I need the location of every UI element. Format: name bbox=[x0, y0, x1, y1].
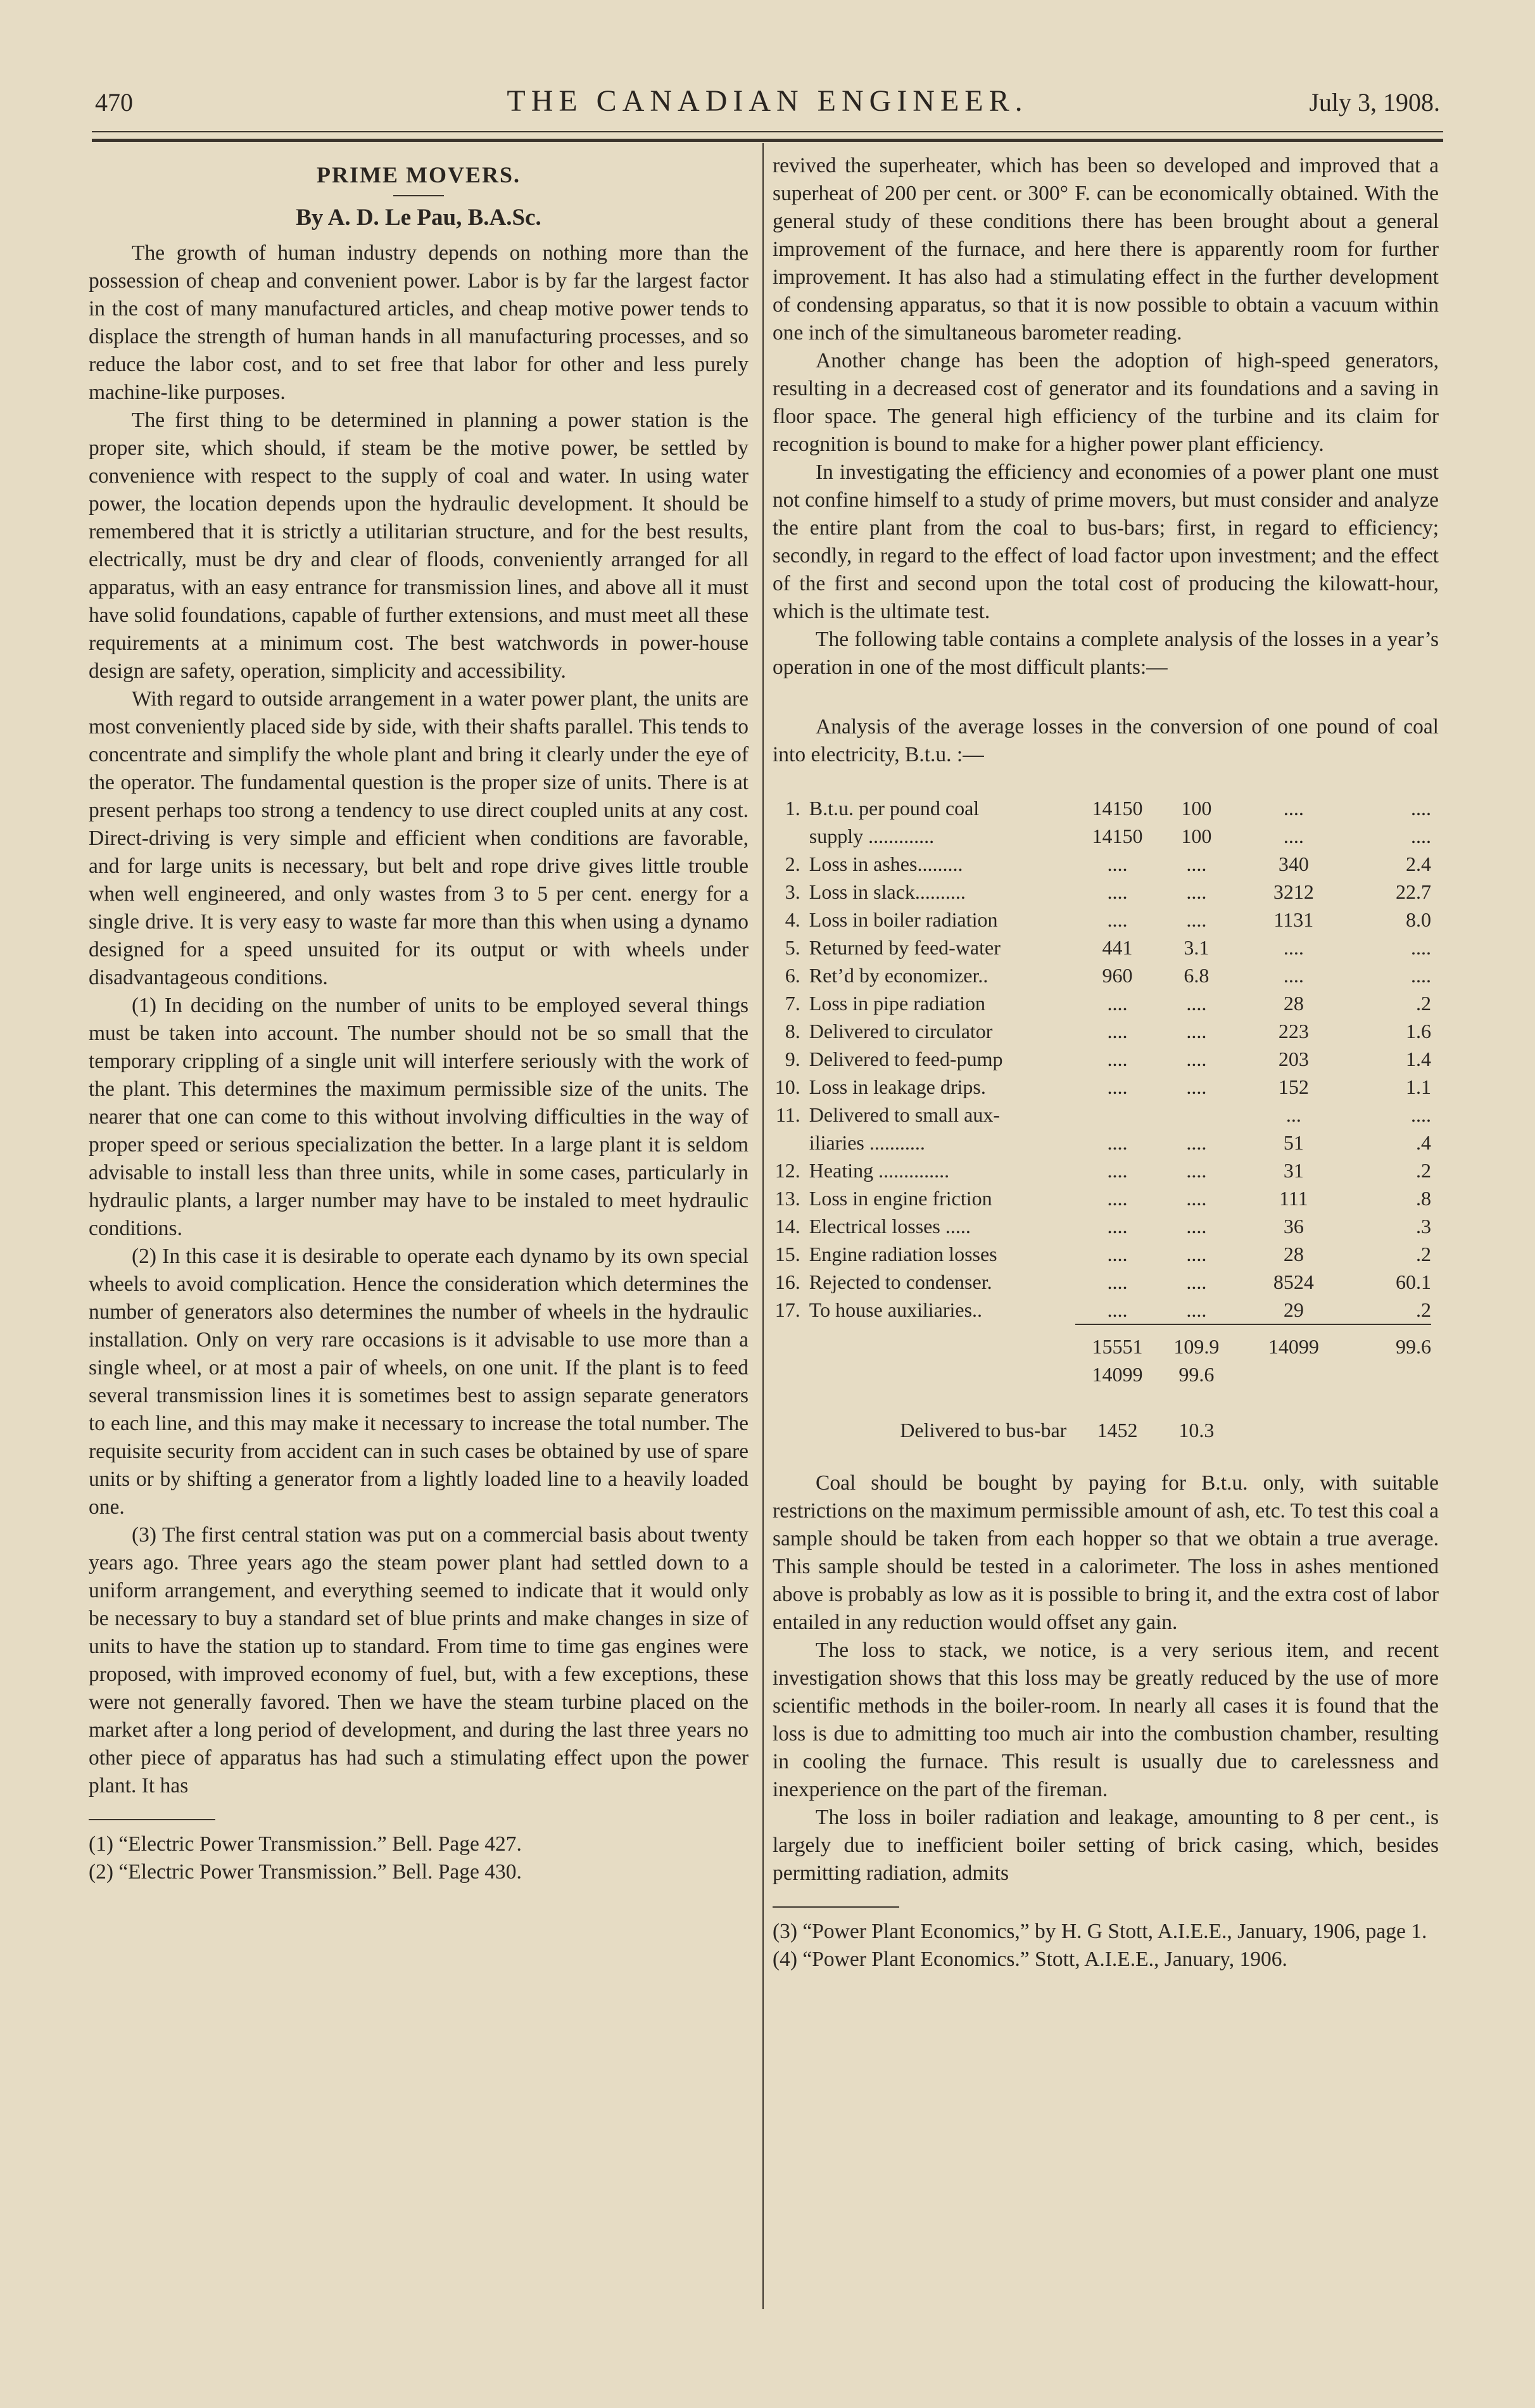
cell-v1: .... bbox=[1107, 1131, 1128, 1154]
cell-v3: 8524 bbox=[1273, 1271, 1314, 1293]
cell-v2: .... bbox=[1186, 1215, 1207, 1238]
paragraph: (3) The first central station was put on a commercial basis about twenty years ago. Three years ago the steam power plant had settled down to a uniform arrangement, and everything seemed to indicate that it would only be necessary to buy a standard set of blue prints and make changes in size of units to have the station up to standard. From time to time gas engines were proposed, with improved economy of fuel, but, with a few exceptions, these were not generally favored. Then we have the steam turbine placed on the market after a long period of development, and during the last three years no other piece of apparatus has had such a stimulating effect upon the power plant. It has bbox=[89, 1523, 749, 1797]
cell-label: Delivered to small aux- bbox=[809, 1103, 1001, 1126]
paragraph: The growth of human industry depends on nothing more than the possession of cheap and convenient power. Labor is by far the largest factor in the cost of many manufactured articles, and cheap motive power tends to displace the strength of human hands in all manufacturing processes, and so reduce the labor cost, and to set free that labor for other and less purely machine-like purposes. bbox=[89, 241, 749, 404]
article-title: PRIME MOVERS. bbox=[317, 162, 521, 187]
cell-num: 13. bbox=[774, 1187, 800, 1210]
cell-v1 bbox=[1075, 1101, 1159, 1129]
cell-v4: 1.1 bbox=[1406, 1075, 1431, 1098]
paragraph: The loss in boiler radiation and leakage, amounting to 8 per cent., is largely due to inefficient boiler setting of brick casing, which, besides permitting radiation, admits bbox=[773, 1806, 1439, 1885]
cell-v4: .4 bbox=[1416, 1131, 1431, 1154]
cell-v1: 14150 bbox=[1092, 797, 1143, 820]
cell-num: 2. bbox=[785, 852, 800, 875]
table-row bbox=[773, 1073, 1431, 1101]
paragraph: In investigating the efficiency and economies of a power plant one must not confine himself to a study of prime movers, but must consider and analyze the entire plant from the coal to bus-bars; first, in regard to efficiency; secondly, in regard to the effect of load factor upon investment; and the effect of the first and second upon the total cost of producing the kilowatt-hour, which is the ultimate test. bbox=[773, 460, 1439, 623]
cell-num: 11. bbox=[775, 1103, 800, 1126]
cell-v3: 203 bbox=[1278, 1048, 1309, 1070]
cell-num bbox=[773, 1129, 809, 1156]
cell-v4: 1.4 bbox=[1406, 1048, 1431, 1070]
title-rule bbox=[393, 195, 444, 196]
losses-table bbox=[773, 794, 1431, 1444]
cell-v4: 1.6 bbox=[1406, 1020, 1431, 1042]
table-row bbox=[773, 1156, 1431, 1184]
paragraph: (2) In this case it is desirable to operate each dynamo by its own special wheels to avoid complication. Hence the consideration which determines the number of generators also determines the number of wheels in the hydraulic installation. Only on very rare occasions is it advisable to use more than a single wheel, or at most a pair of wheels, on one unit. If the plant is to feed several transmission lines it is sometimes best to assign separate generators to each line, and this may make it necessary to increase the total number. The requisite security from accident can in such cases be obtained by use of spare units or by shifting a generator from a lightly loaded line to a heavily loaded one. bbox=[89, 1245, 749, 1519]
cell-v2 bbox=[1159, 1101, 1234, 1129]
cell-num bbox=[773, 822, 809, 850]
table-row bbox=[773, 906, 1431, 934]
cell-v1: 960 bbox=[1102, 964, 1133, 987]
column-divider bbox=[762, 143, 764, 2309]
cell-v3: 51 bbox=[1283, 1131, 1304, 1154]
cell-v1: .... bbox=[1107, 852, 1128, 875]
cell-v4: 2.4 bbox=[1406, 852, 1431, 875]
footnote: (1) “Electric Power Transmission.” Bell. Page 427. bbox=[89, 1832, 522, 1856]
cell-label: Electrical losses ..... bbox=[809, 1215, 971, 1238]
paragraph: With regard to outside arrangement in a water power plant, the units are most conveniently placed side by side, with their shafts parallel. This tends to concentrate and simplify the whole plant and bring it clearly under the eye of the operator. The fundamental question is the proper size of units. There is at present perhaps too strong a tendency to use direct coupled units at any cost. Direct-driving is very simple and efficient when conditions are favorable, and for large units is necessary, but belt and rope drive gives little trouble when well engineered, and only wastes from 3 to 5 per cent. energy for a single drive. It is very easy to waste far more than this when using a dynamo designed for a speed unsuited for its output or with wheels under disadvantageous conditions. bbox=[89, 687, 749, 989]
cell-v2: .... bbox=[1186, 1243, 1207, 1265]
cell-v4: .... bbox=[1411, 964, 1431, 987]
table-row bbox=[773, 822, 1431, 850]
cell-v3: 223 bbox=[1278, 1020, 1309, 1042]
table-row bbox=[773, 878, 1431, 906]
cell-num: 1. bbox=[785, 797, 800, 820]
delivered-value: 10.3 bbox=[1178, 1419, 1215, 1442]
table-row bbox=[773, 1017, 1431, 1045]
cell-v1: 14150 bbox=[1092, 825, 1143, 847]
total-value: 14099 bbox=[1092, 1363, 1143, 1386]
article-byline: By A. D. Le Pau, B.A.Sc. bbox=[296, 205, 541, 231]
cell-v1: 441 bbox=[1102, 936, 1133, 959]
cell-num: 17. bbox=[774, 1298, 800, 1321]
paragraph: revived the superheater, which has been so developed and improved that a superheat of 200 per cent. or 300° F. can be economically obtained. With the general study of these conditions there has been brought about a general improvement of the furnace, and here there is apparently room for further improvement. It has also had a stimulating effect in the further development of condensing apparatus, so that it is now possible to obtain a vacuum within one inch of the simultaneous barometer reading. bbox=[773, 154, 1439, 345]
table-row bbox=[773, 850, 1431, 878]
table-total-row bbox=[773, 1360, 1431, 1388]
cell-v2: .... bbox=[1186, 992, 1207, 1015]
cell-v4: 60.1 bbox=[1396, 1271, 1431, 1293]
cell-v4: .2 bbox=[1416, 1298, 1431, 1321]
cell-v2: .... bbox=[1186, 1298, 1207, 1321]
cell-label: Loss in ashes......... bbox=[809, 852, 963, 875]
total-value: 99.6 bbox=[1396, 1335, 1431, 1358]
cell-v1: .... bbox=[1107, 1215, 1128, 1238]
cell-v1: .... bbox=[1107, 1187, 1128, 1210]
totals-rule bbox=[773, 1324, 1431, 1333]
cell-v1: .... bbox=[1107, 992, 1128, 1015]
issue-date: July 3, 1908. bbox=[1309, 88, 1440, 117]
cell-v1: .... bbox=[1107, 1298, 1128, 1321]
footnote-rule bbox=[773, 1906, 899, 1908]
total-value: 14099 bbox=[1268, 1335, 1319, 1358]
paragraph: Another change has been the adoption of high-speed generators, resulting in a decreased cost of generator and its foundations and a saving in floor space. The general high efficiency of the turbine and its claim for recognition is bound to make for a higher power plant efficiency. bbox=[773, 349, 1439, 456]
cell-num: 8. bbox=[785, 1020, 800, 1042]
cell-v3: 111 bbox=[1279, 1187, 1308, 1210]
header-rule-thin bbox=[92, 131, 1443, 132]
cell-v4: .2 bbox=[1416, 1159, 1431, 1182]
right-column bbox=[773, 152, 1439, 1974]
cell-v1: .... bbox=[1107, 1048, 1128, 1070]
table-row bbox=[773, 1268, 1431, 1296]
table-row bbox=[773, 1212, 1431, 1240]
cell-v1: .... bbox=[1107, 1243, 1128, 1265]
cell-v2: .... bbox=[1186, 852, 1207, 875]
table-row bbox=[773, 794, 1431, 822]
page-number: 470 bbox=[95, 88, 133, 117]
delivered-label: Delivered to bus-bar bbox=[900, 1419, 1067, 1442]
cell-label: Ret’d by economizer.. bbox=[809, 964, 989, 987]
cell-v2: 6.8 bbox=[1184, 964, 1210, 987]
cell-label: Loss in engine friction bbox=[809, 1187, 992, 1210]
cell-num: 12. bbox=[774, 1159, 800, 1182]
cell-v3: 31 bbox=[1283, 1159, 1304, 1182]
total-value bbox=[1234, 1360, 1353, 1388]
cell-label: To house auxiliaries.. bbox=[809, 1298, 983, 1321]
cell-v3: 28 bbox=[1283, 992, 1304, 1015]
cell-v3: 152 bbox=[1278, 1075, 1309, 1098]
footnote: (3) “Power Plant Economics,” by H. G Stott, A.I.E.E., January, 1906, page 1. bbox=[773, 1920, 1427, 1943]
cell-v2: 100 bbox=[1181, 797, 1212, 820]
cell-v2: .... bbox=[1186, 1131, 1207, 1154]
cell-label: supply ............. bbox=[809, 825, 935, 847]
delivered-value: 1452 bbox=[1097, 1419, 1138, 1442]
cell-v4: 8.0 bbox=[1406, 908, 1431, 931]
cell-v3: 1131 bbox=[1273, 908, 1314, 931]
header-rule-thick bbox=[92, 139, 1443, 142]
paragraph: Coal should be bought by paying for B.t.u. only, with suitable restrictions on the maximum permissible amount of ash, etc. To test this coal a sample should be taken from each hopper so that we obtain a true average. This sample should be tested in a calorimeter. The loss in ashes mentioned above is probably as low as it is possible to bring it, and the extra cost of labor entailed in any reduction would offset any gain. bbox=[773, 1471, 1439, 1634]
cell-label: Heating .............. bbox=[809, 1159, 950, 1182]
cell-v4: .8 bbox=[1416, 1187, 1431, 1210]
cell-num: 4. bbox=[785, 908, 800, 931]
cell-v2: .... bbox=[1186, 1048, 1207, 1070]
cell-num: 3. bbox=[785, 880, 800, 903]
paragraph: The loss to stack, we notice, is a very serious item, and recent investigation shows that this loss may be greatly reduced by the use of more scientific methods in the boiler-room. In nearly all cases it is found that the loss is due to admitting too much air into the combustion chamber, resulting in cooling the furnace. This result is usually due to carelessness and inexperience on the part of the fireman. bbox=[773, 1638, 1439, 1801]
table-row bbox=[773, 1101, 1431, 1129]
cell-label: B.t.u. per pound coal bbox=[809, 797, 980, 820]
cell-v3: 3212 bbox=[1273, 880, 1314, 903]
cell-v2: 100 bbox=[1181, 825, 1212, 847]
cell-num: 9. bbox=[785, 1048, 800, 1070]
cell-num: 15. bbox=[774, 1243, 800, 1265]
cell-num: 5. bbox=[785, 936, 800, 959]
delivered-row bbox=[773, 1416, 1431, 1444]
cell-v4: .2 bbox=[1416, 992, 1431, 1015]
table-row bbox=[773, 989, 1431, 1017]
total-value: 109.9 bbox=[1173, 1335, 1220, 1358]
table-caption: Analysis of the average losses in the conversion of one pound of coal into electricity, B.t.u. :— bbox=[773, 715, 1439, 766]
cell-label: Loss in boiler radiation bbox=[809, 908, 998, 931]
footnote: (2) “Electric Power Transmission.” Bell. Page 430. bbox=[89, 1860, 522, 1884]
total-value: 99.6 bbox=[1178, 1363, 1215, 1386]
spacer-row bbox=[773, 1388, 1431, 1416]
cell-v2: .... bbox=[1186, 1271, 1207, 1293]
table-row bbox=[773, 934, 1431, 961]
journal-title: THE CANADIAN ENGINEER. bbox=[507, 84, 1028, 118]
cell-label: Delivered to circulator bbox=[809, 1020, 993, 1042]
cell-v3: 28 bbox=[1283, 1243, 1304, 1265]
cell-v1: .... bbox=[1107, 1159, 1128, 1182]
total-value: 15551 bbox=[1092, 1335, 1143, 1358]
cell-label: Loss in slack.......... bbox=[809, 880, 966, 903]
cell-v1: .... bbox=[1107, 880, 1128, 903]
cell-v1: .... bbox=[1107, 908, 1128, 931]
footnote-rule bbox=[89, 1819, 215, 1820]
cell-v3: .... bbox=[1283, 797, 1304, 820]
page-header bbox=[95, 76, 1440, 127]
table-row bbox=[773, 1184, 1431, 1212]
cell-label: Engine radiation losses bbox=[809, 1243, 997, 1265]
cell-v3: 36 bbox=[1283, 1215, 1304, 1238]
cell-num: 10. bbox=[774, 1075, 800, 1098]
cell-label: Rejected to condenser. bbox=[809, 1271, 992, 1293]
paragraph: (1) In deciding on the number of units to be employed several things must be taken into account. The number should not be so small that the temporary crippling of a single unit will interfere seriously with the work of the plant. This determines the maximum permissible size of the units. The nearer that one can come to this without involving difficulties in the way of proper speed or serious specialization the better. In a large plant it is seldom advisable to install less than three units, while in some cases, particularly in hydraulic plants, a larger number may have to be instaled to meet hydraulic conditions. bbox=[89, 994, 749, 1240]
cell-label: Returned by feed-water bbox=[809, 936, 1001, 959]
cell-v2: 3.1 bbox=[1184, 936, 1210, 959]
cell-v3: 29 bbox=[1283, 1298, 1304, 1321]
cell-v4: .3 bbox=[1416, 1215, 1431, 1238]
cell-v4: .... bbox=[1411, 1103, 1431, 1126]
table-row bbox=[773, 1296, 1431, 1324]
table-total-row bbox=[773, 1333, 1431, 1360]
cell-label: iliaries ........... bbox=[809, 1131, 925, 1154]
cell-num: 7. bbox=[785, 992, 800, 1015]
left-column bbox=[89, 152, 749, 1886]
total-value bbox=[1353, 1360, 1431, 1388]
cell-num: 14. bbox=[774, 1215, 800, 1238]
paragraph: The first thing to be determined in planning a power station is the proper site, which should, if steam be the motive power, be settled by convenience with respect to the supply of coal and water. In using water power, the location depends upon the hydraulic development. It should be remembered that it is strictly a utilitarian structure, and for the best results, electrically, must be dry and clear of floods, conveniently arranged for all apparatus, with an easy entrance for transmission lines, and above all it must have solid foundations, capable of further extensions, and must meet all these requirements at a minimum cost. The best watchwords in power-house design are safety, operation, simplicity and accessibility. bbox=[89, 409, 749, 683]
cell-label: Delivered to feed-pump bbox=[809, 1048, 1003, 1070]
cell-v3: .... bbox=[1283, 936, 1304, 959]
cell-v3: .... bbox=[1283, 825, 1304, 847]
cell-v2: .... bbox=[1186, 1159, 1207, 1182]
table-row bbox=[773, 961, 1431, 989]
cell-v2: .... bbox=[1186, 1075, 1207, 1098]
cell-v4: .... bbox=[1411, 797, 1431, 820]
cell-v2: .... bbox=[1186, 880, 1207, 903]
cell-v4: 22.7 bbox=[1396, 880, 1431, 903]
cell-num: 6. bbox=[785, 964, 800, 987]
cell-v2: .... bbox=[1186, 1187, 1207, 1210]
cell-v2: .... bbox=[1186, 1020, 1207, 1042]
table-row bbox=[773, 1045, 1431, 1073]
cell-v1: .... bbox=[1107, 1020, 1128, 1042]
cell-v4: .... bbox=[1411, 825, 1431, 847]
cell-v2: .... bbox=[1186, 908, 1207, 931]
cell-v4: .2 bbox=[1416, 1243, 1431, 1265]
cell-num: 16. bbox=[774, 1271, 800, 1293]
table-row bbox=[773, 1240, 1431, 1268]
cell-v3: .... bbox=[1283, 964, 1304, 987]
table-row bbox=[773, 1129, 1431, 1156]
cell-v1: .... bbox=[1107, 1075, 1128, 1098]
cell-label: Loss in leakage drips. bbox=[809, 1075, 986, 1098]
cell-v1: .... bbox=[1107, 1271, 1128, 1293]
cell-v3: ... bbox=[1285, 1103, 1301, 1126]
cell-label: Loss in pipe radiation bbox=[809, 992, 985, 1015]
footnote: (4) “Power Plant Economics.” Stott, A.I.E.E., January, 1906. bbox=[773, 1948, 1287, 1971]
paragraph: The following table contains a complete analysis of the losses in a year’s operation in one of the most difficult plants:— bbox=[773, 628, 1439, 679]
cell-v4: .... bbox=[1411, 936, 1431, 959]
cell-v3: 340 bbox=[1278, 852, 1309, 875]
